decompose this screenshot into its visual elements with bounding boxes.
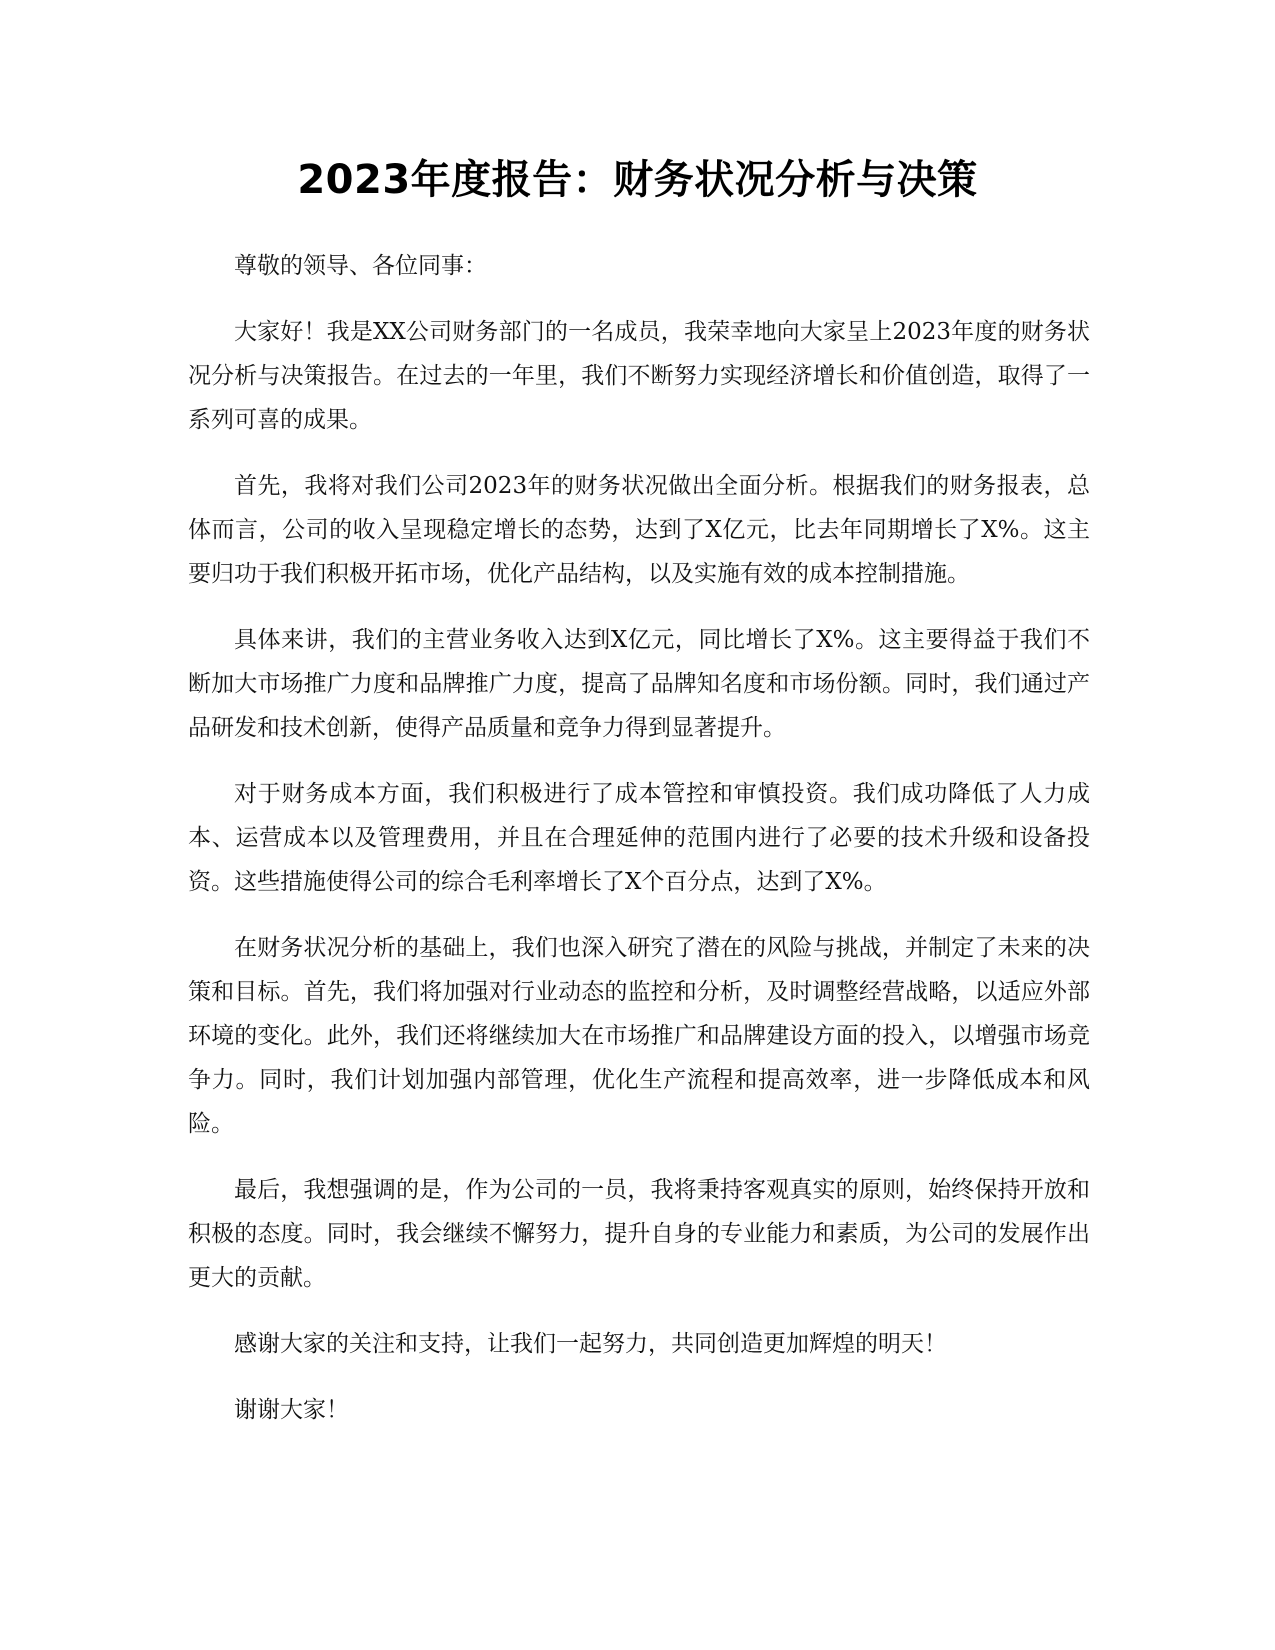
farewell-paragraph: 谢谢大家！: [234, 1397, 349, 1423]
closing-paragraph: 最后，我想强调的是，作为公司的一员，我将秉持客观真实的原则，始终保持开放和积极的态度。同时，我会继续不懈努力，提升自身的专业能力和素质，为公司的发展作出更大的贡献。: [188, 1177, 1090, 1291]
cost-paragraph: 对于财务成本方面，我们积极进行了成本管控和审慎投资。我们成功降低了人力成本、运营成本以及管理费用，并且在合理延伸的范围内进行了必要的技术升级和设备投资。这些措施使得公司的综合毛利率增长了X个百分点，达到了X%。: [188, 781, 1090, 895]
thanks-paragraph: 感谢大家的关注和支持，让我们一起努力，共同创造更加辉煌的明天！: [234, 1331, 947, 1357]
revenue-paragraph: 具体来讲，我们的主营业务收入达到X亿元，同比增长了X%。这主要得益于我们不断加大市场推广力度和品牌推广力度，提高了品牌知名度和市场份额。同时，我们通过产品研发和技术创新，使得产品质量和竞争力得到显著提升。: [188, 627, 1090, 741]
document-title: 2023年度报告：财务状况分析与决策: [297, 157, 978, 203]
intro-paragraph: 大家好！我是XX公司财务部门的一名成员，我荣幸地向大家呈上2023年度的财务状况分析与决策报告。在过去的一年里，我们不断努力实现经济增长和价值创造，取得了一系列可喜的成果。: [188, 319, 1090, 433]
document-body: [188, 244, 1090, 1454]
salutation-paragraph: 尊敬的领导、各位同事：: [234, 253, 487, 279]
strategy-paragraph: 在财务状况分析的基础上，我们也深入研究了潜在的风险与挑战，并制定了未来的决策和目标。首先，我们将加强对行业动态的监控和分析，及时调整经营战略，以适应外部环境的变化。此外，我们还将继续加大在市场推广和品牌建设方面的投入，以增强市场竞争力。同时，我们计划加强内部管理，优化生产流程和提高效率，进一步降低成本和风险。: [188, 935, 1090, 1137]
analysis-paragraph: 首先，我将对我们公司2023年的财务状况做出全面分析。根据我们的财务报表，总体而言，公司的收入呈现稳定增长的态势，达到了X亿元，比去年同期增长了X%。这主要归功于我们积极开拓市场，优化产品结构，以及实施有效的成本控制措施。: [188, 473, 1090, 587]
